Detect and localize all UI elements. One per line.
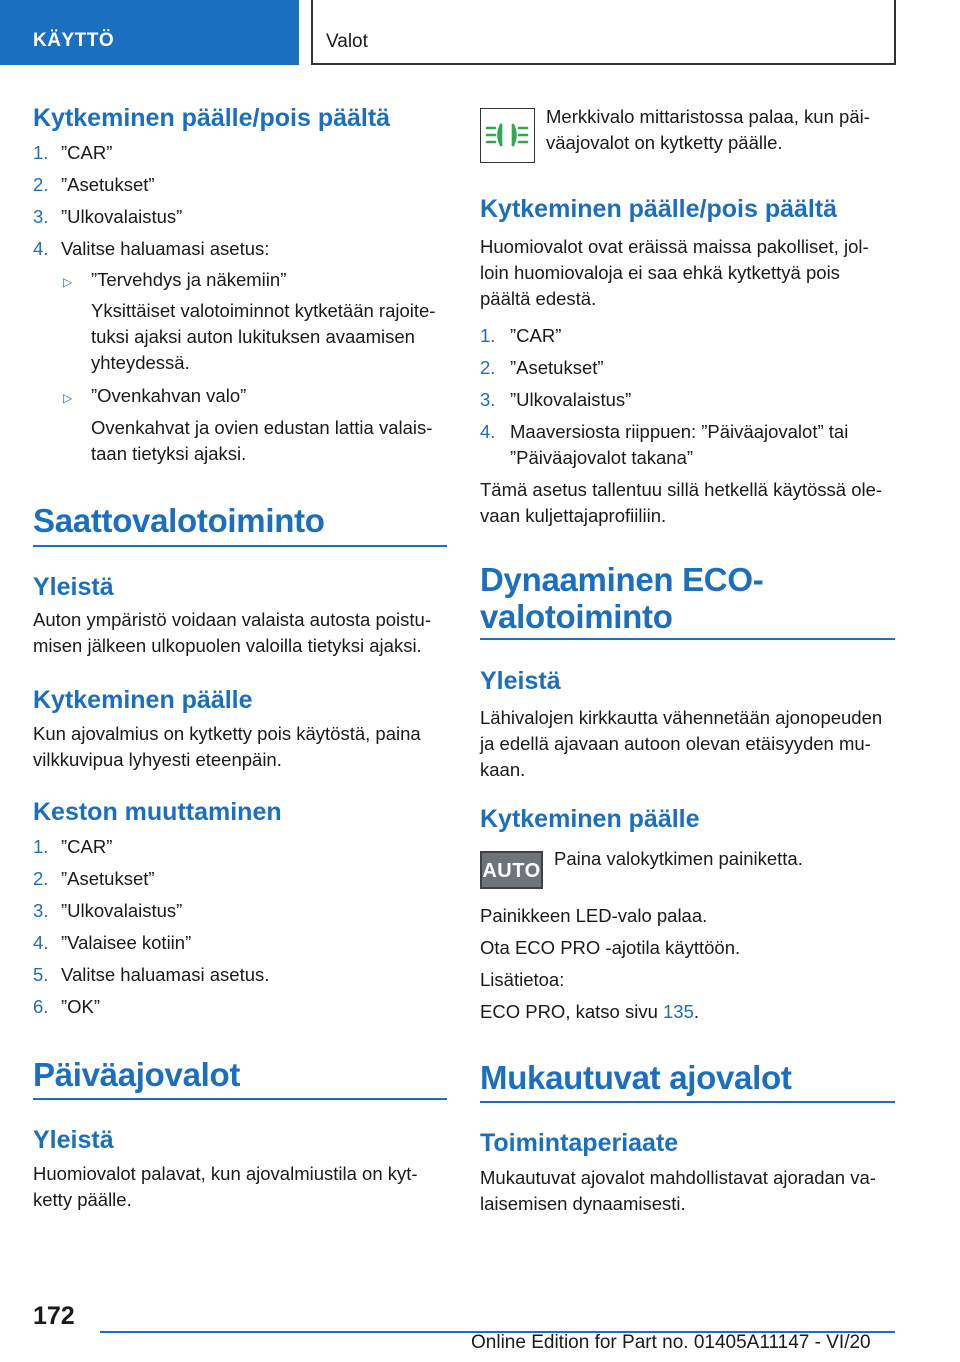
sub-item-line: tuksi ajaksi auton lukituksen avaamisen — [91, 326, 415, 347]
page-number: 172 — [33, 1302, 75, 1330]
sub-item-title: ”Ovenkahvan valo” — [91, 385, 247, 406]
paragraph-line: misen jälkeen ulkopuolen valoilla tietyksi ajaksi. — [33, 635, 422, 656]
section-rule — [33, 1098, 447, 1100]
paragraph-line: Mukautuvat ajovalot mahdollistavat ajoradan va- — [480, 1167, 876, 1188]
right-s1-heading: Kytkeminen päälle/pois päältä — [480, 195, 838, 223]
sub-item-title: ”Tervehdys ja näkemiin” — [91, 269, 287, 290]
right-s2-title-line2: valotoiminto — [480, 598, 673, 635]
paragraph-line: Paina valokytkimen painiketta. — [554, 848, 803, 869]
paragraph-line: Tämä asetus tallentuu sillä hetkellä käytössä ole- — [480, 479, 883, 500]
indicator-text-line: väajovalot on kytketty päälle. — [546, 132, 783, 153]
paragraph-line: vaan kuljettajaprofiiliin. — [480, 505, 667, 526]
right-s3-title: Mukautuvat ajovalot — [480, 1059, 792, 1096]
section-rule — [480, 1101, 895, 1103]
right-s2-general-heading: Yleistä — [480, 667, 561, 695]
right-s2-switch-heading: Kytkeminen päälle — [480, 805, 700, 833]
auto-button-icon: AUTO — [480, 851, 543, 889]
header-section-label: KÄYTTÖ — [33, 30, 115, 51]
section-rule — [33, 545, 447, 547]
paragraph-line: ketty päälle. — [33, 1189, 132, 1210]
right-s3-heading: Toimintaperiaate — [480, 1129, 679, 1157]
left-s1-heading: Kytkeminen päälle/pois päältä — [33, 104, 391, 132]
left-s2-title: Saattovalotoiminto — [33, 502, 325, 539]
sub-item-line: yhteydessä. — [91, 352, 190, 373]
paragraph-line: Kun ajovalmius on kytketty pois käytöstä, paina — [33, 723, 421, 744]
paragraph-line: Lisätietoa: — [480, 969, 565, 990]
paragraph-line: Auton ympäristö voidaan valaista autosta poistu- — [33, 609, 431, 630]
header-title-box — [311, 0, 896, 65]
sub-item-line: Yksittäiset valotoiminnot kytketään rajoite- — [91, 300, 436, 321]
paragraph-line: Huomiovalot ovat eräissä maissa pakolliset, jol- — [480, 236, 869, 257]
daytime-running-light-icon — [480, 108, 535, 163]
left-s2-switch-heading: Kytkeminen päälle — [33, 686, 253, 714]
left-s2-duration-heading: Keston muuttaminen — [33, 798, 282, 826]
paragraph-line: ECO PRO, katso sivu 135. — [480, 1001, 700, 1022]
bullet-triangle-icon: ▷ — [63, 275, 73, 289]
paragraph-line: Painikkeen LED-valo palaa. — [480, 905, 708, 926]
paragraph-line: Ota ECO PRO -ajotila käyttöön. — [480, 937, 741, 958]
indicator-text-line: Merkkivalo mittaristossa palaa, kun päi- — [546, 106, 870, 127]
left-s3-general-heading: Yleistä — [33, 1126, 114, 1154]
bullet-triangle-icon: ▷ — [63, 391, 73, 405]
list-item-continuation: ”Päiväajovalot takana” — [510, 447, 694, 468]
sub-item-line: Ovenkahvat ja ovien edustan lattia valais- — [91, 417, 433, 438]
right-s2-title-line1: Dynaaminen ECO- — [480, 561, 764, 598]
left-s3-title: Päiväajovalot — [33, 1056, 241, 1093]
page-link[interactable]: 135 — [663, 1001, 694, 1022]
paragraph-line: vilkkuvipua lyhyesti eteenpäin. — [33, 749, 282, 770]
paragraph-line: loin huomiovaloja ei saa ehkä kytkettyä pois — [480, 262, 840, 283]
paragraph-line: laisemisen dynaamisesti. — [480, 1193, 686, 1214]
paragraph-line: päältä edestä. — [480, 288, 597, 309]
header-title: Valot — [326, 31, 368, 52]
footer-edition-text: Online Edition for Part no. 01405A11147 - VI/20 — [471, 1332, 871, 1353]
sub-item-line: taan tietyksi ajaksi. — [91, 443, 247, 464]
section-rule — [480, 638, 895, 640]
paragraph-line: ja edellä ajavaan autoon olevan etäisyyden mu- — [480, 733, 871, 754]
left-s2-general-heading: Yleistä — [33, 573, 114, 601]
paragraph-line: kaan. — [480, 759, 526, 780]
paragraph-line: Huomiovalot palavat, kun ajovalmiustila on kyt- — [33, 1163, 418, 1184]
paragraph-line: Lähivalojen kirkkautta vähennetään ajonopeuden — [480, 707, 883, 728]
